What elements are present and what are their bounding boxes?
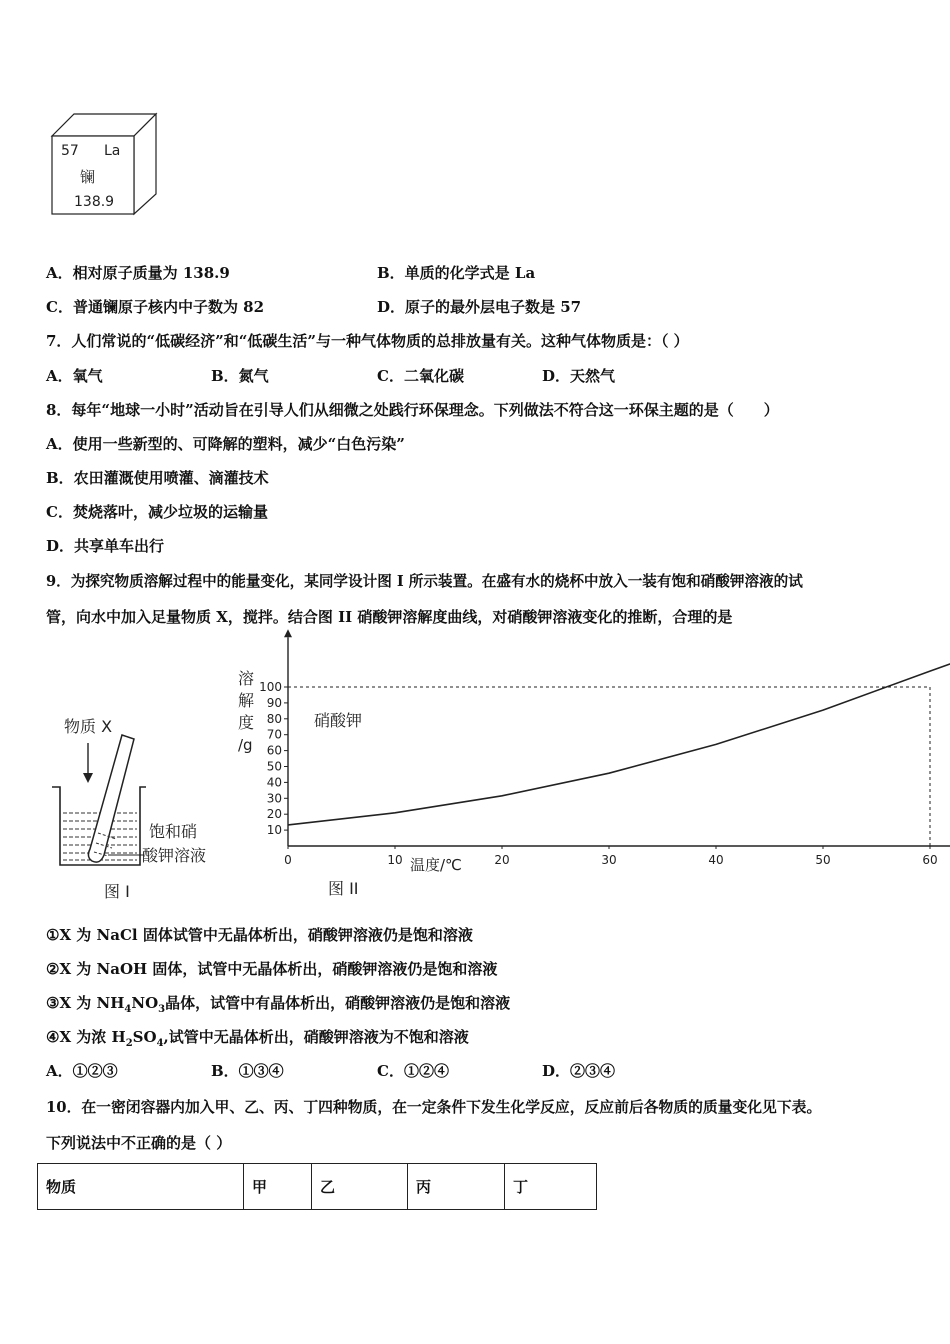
x-tick-label: 20: [494, 853, 510, 867]
q6-option-d: D．原子的最外层电子数是 57: [377, 298, 582, 316]
y-tick-label: 60: [266, 743, 282, 758]
q8-option-d: D．共享单车出行: [46, 537, 165, 555]
q6-option-c: C．普通镧原子核内中子数为 82: [46, 298, 265, 316]
q7-option-d: D．天然气: [542, 367, 616, 385]
label-saturated-2: 酸钾溶液: [142, 846, 207, 865]
table-header-cell: 乙: [312, 1164, 408, 1210]
q8-option-c: C．焚烧落叶，减少垃圾的运输量: [46, 503, 268, 521]
table-header-row: [38, 1164, 597, 1210]
figure-1-apparatus: [46, 705, 226, 905]
q9-stem-line2: 管，向水中加入足量物质 X，搅拌。结合图 II 硝酸钾溶解度曲线，对硝酸钾溶液变化的推断，合理的是: [46, 608, 733, 626]
q9-statement-3: ③X 为 $NH_4NO_3$晶体，试管中有晶体析出，硝酸钾溶液仍是饱和溶液: [46, 994, 511, 1015]
q7-option-b: B．氮气: [211, 367, 269, 385]
q9-stem-line1: 9．为探究物质溶解过程中的能量变化，某同学设计图 I 所示装置。在盛有水的烧杯中放入一装有饱和硝酸钾溶液的试: [46, 573, 803, 590]
q8-option-a: A．使用一些新型的、可降解的塑料，减少“白色污染”: [46, 435, 405, 453]
y-tick-label: 100: [259, 680, 282, 694]
x-tick-label: 0: [284, 853, 292, 867]
q10-mass-table: [37, 1163, 597, 1210]
label-saturated-1: 饱和硝: [149, 822, 198, 841]
figure-2-caption: 图 II: [328, 879, 359, 898]
table-header-cell: 丁: [505, 1164, 597, 1210]
q9-statement-4: ④X 为浓 $H_2SO_4$,试管中无晶体析出，硝酸钾溶液为不饱和溶液: [46, 1028, 469, 1049]
figure-2-solubility-chart: [232, 638, 938, 908]
atomic-number: 57: [61, 143, 79, 159]
x-tick-label: 30: [601, 853, 617, 867]
x-axis-label: 温度/℃: [410, 856, 462, 874]
table-header-cell: 物质: [38, 1164, 244, 1210]
series-line-potassium-nitrate: [288, 652, 950, 825]
y-tick-label: 40: [266, 775, 282, 790]
element-symbol: La: [104, 143, 121, 159]
figure-1-caption: 图 I: [104, 882, 130, 901]
x-tick-label: 60: [922, 853, 938, 867]
y-axis-label-3: 度: [238, 713, 255, 732]
arrow-head: [83, 773, 93, 783]
q9-option-b: B．①③④: [211, 1062, 284, 1080]
y-tick-label: 50: [266, 759, 282, 774]
y-tick-label: 10: [266, 823, 282, 838]
element-name: 镧: [80, 168, 96, 186]
q10-stem-line2: 下列说法中不正确的是（ ）: [46, 1134, 232, 1152]
q8-stem: 8．每年“地球一小时”活动旨在引导人们从细微之处践行环保理念。下列做法不符合这一环保主题的是（ ）: [46, 401, 779, 419]
x-tick-label: 10: [387, 853, 403, 867]
atomic-mass: 138.9: [74, 194, 115, 210]
q7-option-c: C．二氧化碳: [377, 367, 464, 385]
y-tick-label: 90: [266, 695, 282, 710]
q9-option-c: C．①②④: [377, 1062, 449, 1080]
q6-option-a: A．相对原子质量为 138.9: [46, 264, 230, 282]
q7-stem: 7．人们常说的“低碳经济”和“低碳生活”与一种气体物质的总排放量有关。这种气体物质是：（ ）: [46, 332, 689, 350]
y-tick-label: 30: [266, 791, 282, 806]
q9-statement-2: ②X 为 NaOH 固体，试管中无晶体析出，硝酸钾溶液仍是饱和溶液: [46, 960, 498, 978]
q9-option-a: A．①②③: [46, 1062, 118, 1080]
y-tick-label: 80: [266, 711, 282, 726]
x-tick-label: 50: [815, 853, 831, 867]
element-card: [48, 110, 160, 216]
table-header-cell: 丙: [408, 1164, 505, 1210]
series-label: 硝酸钾: [314, 711, 363, 730]
y-tick-label: 70: [266, 727, 282, 742]
label-substance-x: 物质 X: [64, 717, 113, 736]
table-header-cell: 甲: [244, 1164, 312, 1210]
x-tick-label: 40: [708, 853, 724, 867]
y-axis-arrow: [284, 629, 292, 637]
y-axis-label-1: 溶: [238, 669, 255, 688]
q6-option-b: B．单质的化学式是 La: [377, 264, 536, 282]
y-axis-label-2: 解: [238, 691, 255, 710]
q8-option-b: B．农田灌溉使用喷灌、滴灌技术: [46, 469, 269, 487]
q9-statement-1: ①X 为 NaCl 固体试管中无晶体析出，硝酸钾溶液仍是饱和溶液: [46, 926, 473, 944]
y-axis-label-4: /g: [238, 736, 253, 754]
test-tube: [88, 735, 134, 862]
q9-option-d: D．②③④: [542, 1062, 616, 1080]
q7-option-a: A．氧气: [46, 367, 103, 385]
y-tick-label: 20: [266, 807, 282, 822]
q10-stem-line1: 10．在一密闭容器内加入甲、乙、丙、丁四种物质，在一定条件下发生化学反应，反应前后各物质的质量变化见下表。: [46, 1099, 822, 1116]
